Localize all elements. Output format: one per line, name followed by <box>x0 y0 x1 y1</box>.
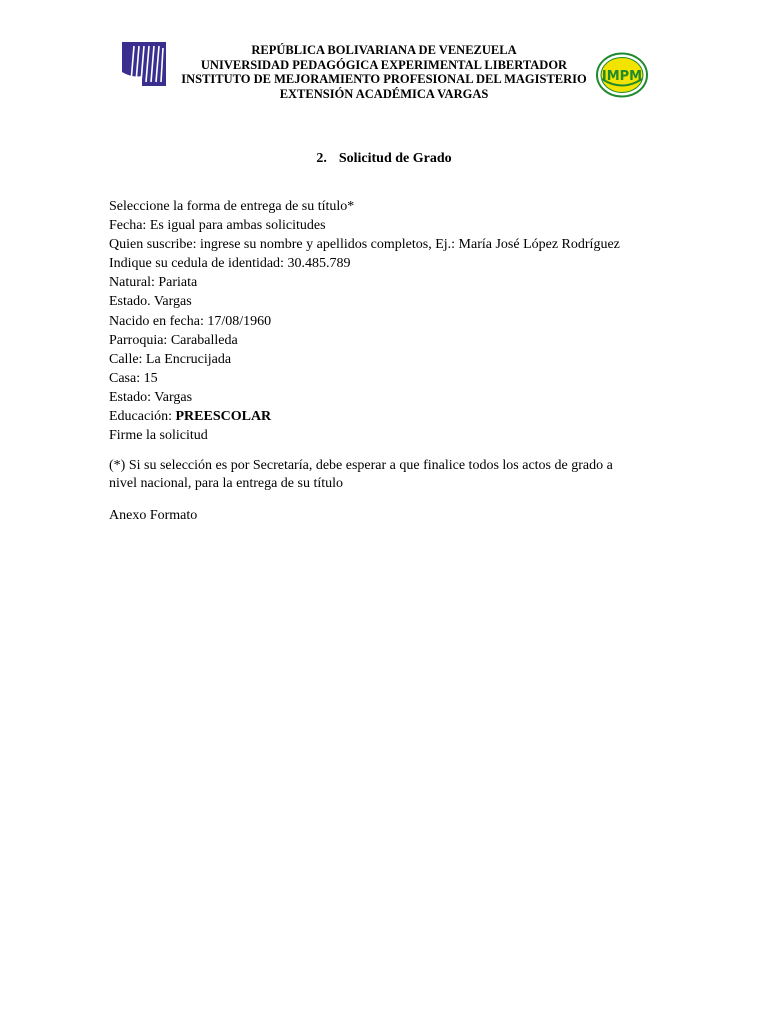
header-line-extension: EXTENSIÓN ACADÉMICA VARGAS <box>279 86 489 101</box>
annex-label: Anexo Formato <box>109 508 198 523</box>
header-line-institute: INSTITUTO DE MEJORAMIENTO PROFESIONAL DEL MAGISTERIO <box>181 72 587 86</box>
header-line-republic: REPÚBLICA BOLIVARIANA DE VENEZUELA <box>251 43 517 57</box>
education-value: PREESCOLAR <box>175 409 272 425</box>
instruction-line: Fecha: Es igual para ambas solicitudes <box>109 218 326 234</box>
instruction-line: Calle: La Encrucijada <box>109 351 232 367</box>
institution-header <box>160 43 608 101</box>
instruction-line: Natural: Pariata <box>109 275 198 291</box>
instruction-line: Quien suscribe: ingrese su nombre y apellidos completos, Ej.: María José López Rodríguez <box>109 237 620 253</box>
instruction-line: Seleccione la forma de entrega de su título* <box>109 199 355 214</box>
footnote-line: nivel nacional, para la entrega de su título <box>109 476 344 491</box>
instruction-line: Indique su cedula de identidad: 30.485.789 <box>109 256 351 272</box>
instruction-list <box>109 197 669 445</box>
section-title <box>0 150 768 168</box>
instruction-line: Estado: Vargas <box>109 389 193 405</box>
footnote <box>109 457 669 493</box>
instruction-line: Casa: 15 <box>109 370 158 386</box>
section-number: 2. <box>316 151 327 166</box>
section-title-text: Solicitud de Grado <box>338 151 452 166</box>
instruction-line-education <box>109 407 669 426</box>
instruction-line: Nacido en fecha: 17/08/1960 <box>109 313 272 329</box>
instruction-line: Parroquia: Caraballeda <box>109 332 238 348</box>
impm-logo-icon <box>596 52 648 98</box>
education-label: Educación: <box>109 409 176 425</box>
instruction-line: Estado. Vargas <box>109 294 192 310</box>
svg-text:IMPM: IMPM <box>601 69 643 84</box>
header-line-university: UNIVERSIDAD PEDAGÓGICA EXPERIMENTAL LIBERTADOR <box>200 57 568 72</box>
instruction-line: Firme la solicitud <box>109 428 208 444</box>
footnote-line: (*) Si su selección es por Secretaría, debe esperar a que finalice todos los actos de grado a <box>109 458 613 473</box>
